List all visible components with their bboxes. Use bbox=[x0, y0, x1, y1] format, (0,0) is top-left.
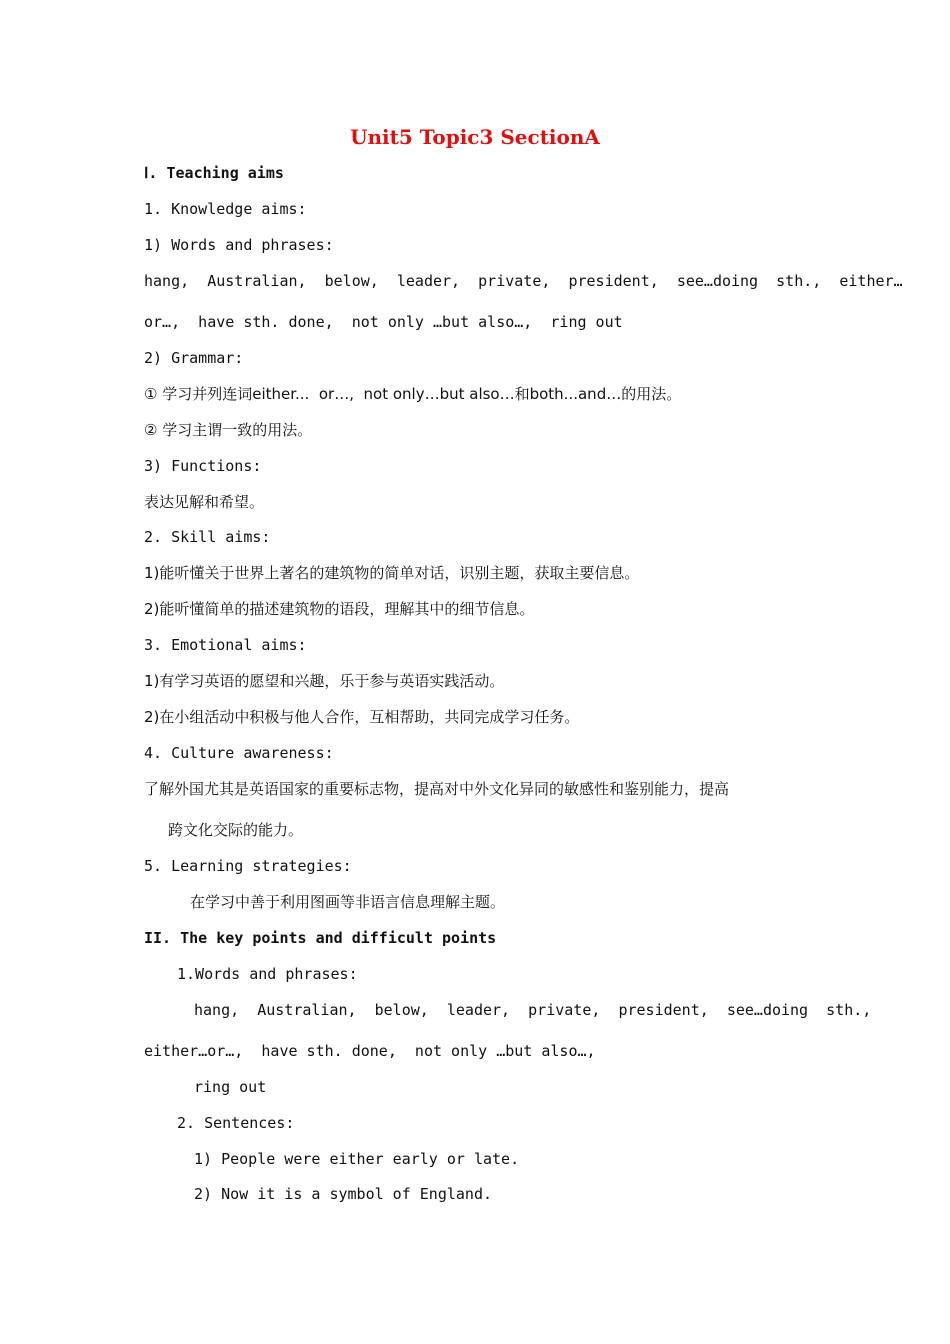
vocabulary-line-2: or…, have sth. done, not only …but also…, ring out bbox=[144, 313, 623, 331]
skill-aim-1: 1)能听懂关于世界上著名的建筑物的简单对话，识别主题，获取主要信息。 bbox=[144, 564, 640, 582]
skill-aim-2: 2)能听懂简单的描述建筑物的语段，理解其中的细节信息。 bbox=[144, 600, 535, 618]
grammar-heading: 2) Grammar: bbox=[144, 349, 244, 367]
emotional-aim-1: 1)有学习英语的愿望和兴趣，乐于参与英语实践活动。 bbox=[144, 672, 505, 690]
sentence-2: 2) Now it is a symbol of England. bbox=[194, 1185, 493, 1203]
key-vocabulary-line-1: hang, Australian, below, leader, private, president, see…doing sth., bbox=[194, 1001, 872, 1019]
sentence-1: 1) People were either early or late. bbox=[194, 1150, 520, 1168]
key-words-heading: 1.Words and phrases: bbox=[177, 965, 358, 983]
section-heading-key-points: II. The key points and difficult points bbox=[144, 929, 497, 947]
grammar-item-2: ② 学习主谓一致的用法。 bbox=[144, 421, 313, 439]
knowledge-aims-heading: 1. Knowledge aims: bbox=[144, 200, 307, 218]
section-heading-teaching-aims: Ⅰ. Teaching aims bbox=[144, 164, 284, 182]
vocabulary-line-1: hang, Australian, below, leader, private, president, see…doing sth., either… bbox=[144, 272, 903, 290]
emotional-aim-2: 2)在小组活动中积极与他人合作，互相帮助，共同完成学习任务。 bbox=[144, 708, 580, 726]
skill-aims-heading: 2. Skill aims: bbox=[144, 528, 271, 546]
words-phrases-heading: 1) Words and phrases: bbox=[144, 236, 334, 254]
key-vocabulary-line-3: ring out bbox=[194, 1078, 267, 1096]
learning-strategies-text: 在学习中善于利用图画等非语言信息理解主题。 bbox=[190, 893, 506, 911]
culture-awareness-heading: 4. Culture awareness: bbox=[144, 744, 334, 762]
emotional-aims-heading: 3. Emotional aims: bbox=[144, 636, 307, 654]
grammar-item-1: ① 学习并列连词either... or…, not only…but also…和both...and…的用法。 bbox=[144, 385, 682, 403]
functions-text: 表达见解和希望。 bbox=[144, 493, 265, 511]
key-vocabulary-line-2: either…or…, have sth. done, not only …but also…, bbox=[144, 1042, 596, 1060]
culture-awareness-text-2: 跨文化交际的能力。 bbox=[168, 821, 304, 839]
sentences-heading: 2. Sentences: bbox=[177, 1114, 295, 1132]
functions-heading: 3) Functions: bbox=[144, 457, 262, 475]
culture-awareness-text-1: 了解外国尤其是英语国家的重要标志物，提高对中外文化异同的敏感性和鉴别能力，提高 bbox=[144, 780, 730, 798]
document-title: Unit5 Topic3 SectionA bbox=[350, 125, 600, 149]
learning-strategies-heading: 5. Learning strategies: bbox=[144, 857, 352, 875]
